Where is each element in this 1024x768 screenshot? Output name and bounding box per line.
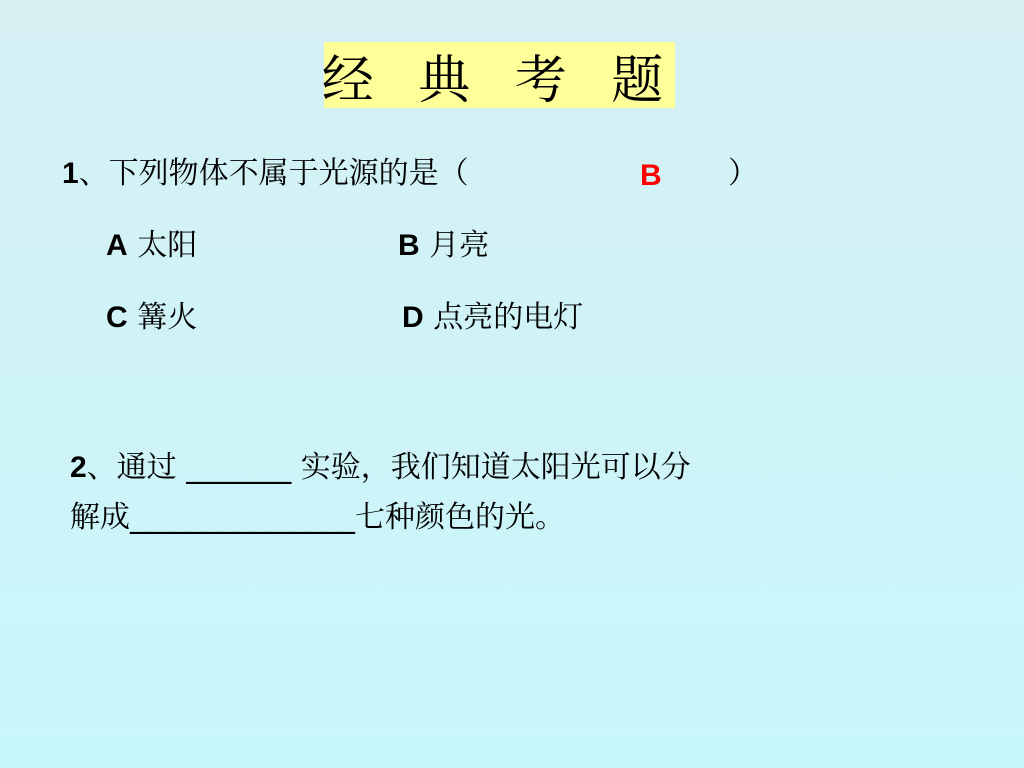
option-d bbox=[402, 300, 583, 336]
question-2-line-1 bbox=[70, 450, 691, 486]
option-c-text: 篝火 bbox=[127, 300, 198, 335]
option-d-text: 点亮的电灯 bbox=[423, 300, 584, 335]
question-2-blank-2: _______________ bbox=[130, 500, 355, 535]
question-2-text-b: 实验，我们知道太阳光可以分 bbox=[291, 450, 691, 485]
option-a-letter: A bbox=[106, 229, 128, 262]
question-1-close-paren: ） bbox=[728, 156, 758, 191]
option-a bbox=[106, 228, 197, 264]
question-2-number: 2 bbox=[70, 451, 87, 484]
option-b-letter: B bbox=[398, 229, 420, 262]
question-1-number: 1 bbox=[62, 157, 79, 190]
option-b bbox=[398, 228, 489, 264]
question-2-line-2 bbox=[70, 500, 565, 536]
option-a-text: 太阳 bbox=[127, 228, 198, 263]
slide-title: 经 典 考 题 bbox=[324, 42, 675, 108]
question-2-text-c: 解成 bbox=[70, 500, 130, 535]
question-1-text: 、下列物体不属于光源的是（ bbox=[78, 156, 469, 191]
question-1-answer: B bbox=[640, 159, 662, 192]
question-1-stem bbox=[62, 156, 469, 192]
option-c-letter: C bbox=[106, 301, 128, 334]
question-2-text-a: 、通过 bbox=[86, 450, 187, 485]
option-b-text: 月亮 bbox=[419, 228, 490, 263]
option-d-letter: D bbox=[402, 301, 424, 334]
question-2-text-d: 七种颜色的光。 bbox=[355, 500, 565, 535]
question-2-blank-1: _______ bbox=[186, 450, 292, 485]
option-c bbox=[106, 300, 197, 336]
